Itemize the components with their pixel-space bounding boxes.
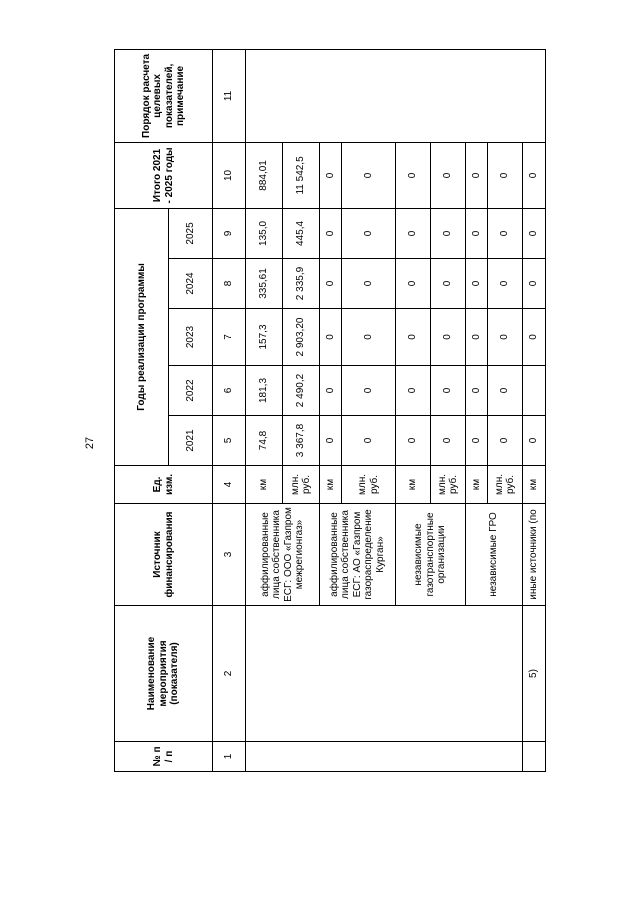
header-row-1 [115,49,169,771]
value-cell: 157,3 [246,309,283,366]
value-cell: 2 335,9 [283,259,320,309]
value-cell: 0 [431,259,466,309]
value-cell: 0 [342,366,396,416]
value-cell: 0 [466,309,488,366]
column-number: 8 [213,259,246,309]
value-cell: 335,61 [246,259,283,309]
value-cell: 0 [320,259,342,309]
value-cell: 0 [431,208,466,258]
value-cell: 0 [320,416,342,466]
total-cell: 0 [523,142,546,208]
column-number: 7 [213,309,246,366]
value-cell: 0 [396,309,431,366]
column-number: 10 [213,142,246,208]
total-cell: 0 [396,142,431,208]
header-year: 2025 [169,208,213,258]
total-cell: 0 [342,142,396,208]
column-number: 11 [213,49,246,142]
value-cell: 0 [396,208,431,258]
value-cell: 0 [431,309,466,366]
page-number: 27 [84,436,97,450]
value-cell: 0 [320,208,342,258]
row-number: 5) [523,606,546,742]
value-cell: 0 [466,208,488,258]
header-no: № п / п [115,742,213,772]
unit-cell: км [246,466,283,504]
total-cell: 0 [488,142,523,208]
value-cell: 0 [466,416,488,466]
total-cell: 0 [466,142,488,208]
funding-source: независимые газотранспортные организации [396,504,466,606]
value-cell: 0 [396,416,431,466]
program-table [114,49,546,772]
value-cell: 74,8 [246,416,283,466]
row-number-empty [523,742,546,772]
unit-cell: млн. руб. [342,466,396,504]
funding-source: иные источники (по [523,504,546,606]
header-source: Источник финансирования [115,504,213,606]
row-number-empty [246,742,523,772]
value-cell: 3 367,8 [283,416,320,466]
value-cell: 135,0 [246,208,283,258]
row-name-empty [246,606,523,742]
header-order: Порядок расчета целевых показателей, примечание [115,49,213,142]
table-row [246,49,283,771]
funding-source: аффилированные лица собственника ЕСГ: АО «Газпром газораспределение Курган» [320,504,396,606]
funding-source: независимые ГРО [466,504,523,606]
header-year: 2022 [169,366,213,416]
column-number: 6 [213,366,246,416]
column-number: 5 [213,416,246,466]
unit-cell: км [320,466,342,504]
value-cell: 0 [431,416,466,466]
value-cell: 0 [488,259,523,309]
value-cell: 2 903,20 [283,309,320,366]
total-cell: 884,01 [246,142,283,208]
value-cell: 445,4 [283,208,320,258]
value-cell: 0 [523,208,546,258]
column-number: 2 [213,606,246,742]
value-cell: 0 [396,259,431,309]
rotated-table-container [114,50,602,772]
header-years-group: Годы реализации программы [115,208,169,465]
total-cell: 0 [320,142,342,208]
value-cell: 0 [523,309,546,366]
value-cell: 0 [466,366,488,416]
header-total: Итого 2021 - 2025 годы [115,142,213,208]
value-cell: 0 [342,208,396,258]
funding-source: аффилированные лица собственника ЕСГ: ООО «Газпром межрегионгаз» [246,504,320,606]
column-number-row [213,49,246,771]
value-cell: 0 [342,259,396,309]
value-cell: 2 490,2 [283,366,320,416]
unit-cell: млн. руб. [431,466,466,504]
value-cell: 0 [523,416,546,466]
total-cell: 11 542,5 [283,142,320,208]
value-cell: 181,3 [246,366,283,416]
header-name: Наименование мероприятия (показателя) [115,606,213,742]
unit-cell: км [396,466,431,504]
column-number: 3 [213,504,246,606]
value-cell: 0 [488,366,523,416]
header-year: 2023 [169,309,213,366]
column-number: 4 [213,466,246,504]
value-cell: 0 [488,208,523,258]
table-row [523,49,546,771]
value-cell: 0 [466,259,488,309]
value-cell: 0 [488,416,523,466]
value-cell: 0 [488,309,523,366]
value-cell: 0 [431,366,466,416]
value-cell: 0 [523,259,546,309]
column-number: 9 [213,208,246,258]
header-unit: Ед. изм. [115,466,213,504]
value-cell: 0 [396,366,431,416]
header-year: 2021 [169,416,213,466]
order-cell-empty [246,49,546,142]
value-cell: 0 [320,366,342,416]
unit-cell: км [466,466,488,504]
unit-cell: км [523,466,546,504]
value-cell: 0 [342,309,396,366]
value-cell: 0 [320,309,342,366]
total-cell: 0 [431,142,466,208]
unit-cell: млн. руб. [283,466,320,504]
value-cell [523,366,546,416]
column-number: 1 [213,742,246,772]
value-cell: 0 [342,416,396,466]
header-year: 2024 [169,259,213,309]
unit-cell: млн. руб. [488,466,523,504]
